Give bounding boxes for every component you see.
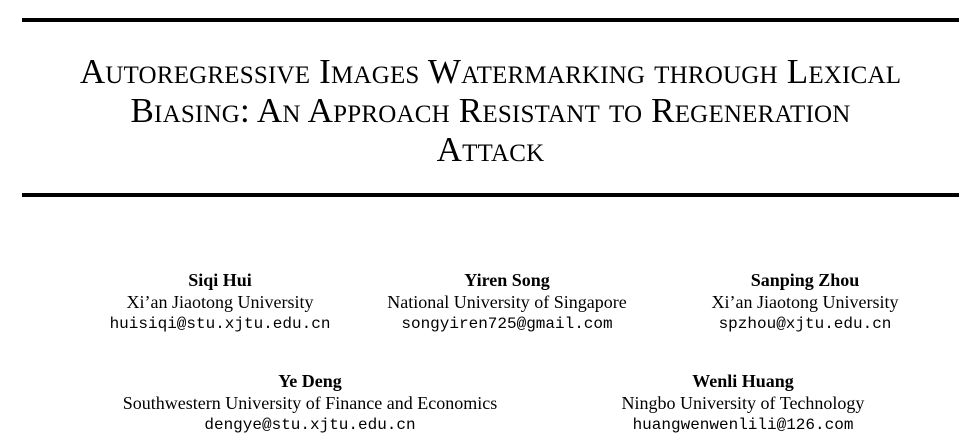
author-email[interactable]: huisiqi@stu.xjtu.edu.cn	[109, 315, 331, 333]
author-email[interactable]: spzhou@xjtu.edu.cn	[718, 315, 892, 333]
author-email[interactable]: huangwenwenlili@126.com	[632, 416, 854, 434]
author-affiliation: National University of Singapore	[387, 292, 627, 312]
title-line-3: Attack	[436, 130, 545, 169]
author-name: Wenli Huang	[692, 371, 794, 391]
bottom-rule	[22, 193, 959, 197]
top-rule	[22, 18, 959, 22]
author-block	[60, 370, 560, 436]
title-line-2: Biasing: An Approach Resistant to Regeneration	[130, 91, 851, 130]
author-affiliation: Ningbo University of Technology	[621, 393, 865, 413]
author-name: Sanping Zhou	[750, 270, 860, 290]
author-email[interactable]: dengye@stu.xjtu.edu.cn	[204, 416, 416, 434]
title-line-1: Autoregressive Images Watermarking through Lexical	[79, 52, 902, 91]
author-affiliation: Southwestern University of Finance and Economics	[122, 393, 498, 413]
author-block	[625, 269, 980, 335]
author-block	[543, 370, 943, 436]
author-name: Siqi Hui	[188, 270, 252, 290]
author-name: Ye Deng	[278, 371, 342, 391]
author-email[interactable]: songyiren725@gmail.com	[401, 315, 613, 333]
author-affiliation: Xi’an Jiaotong University	[126, 292, 314, 312]
author-affiliation: Xi’an Jiaotong University	[711, 292, 899, 312]
paper-title	[22, 52, 959, 169]
author-name: Yiren Song	[464, 270, 550, 290]
